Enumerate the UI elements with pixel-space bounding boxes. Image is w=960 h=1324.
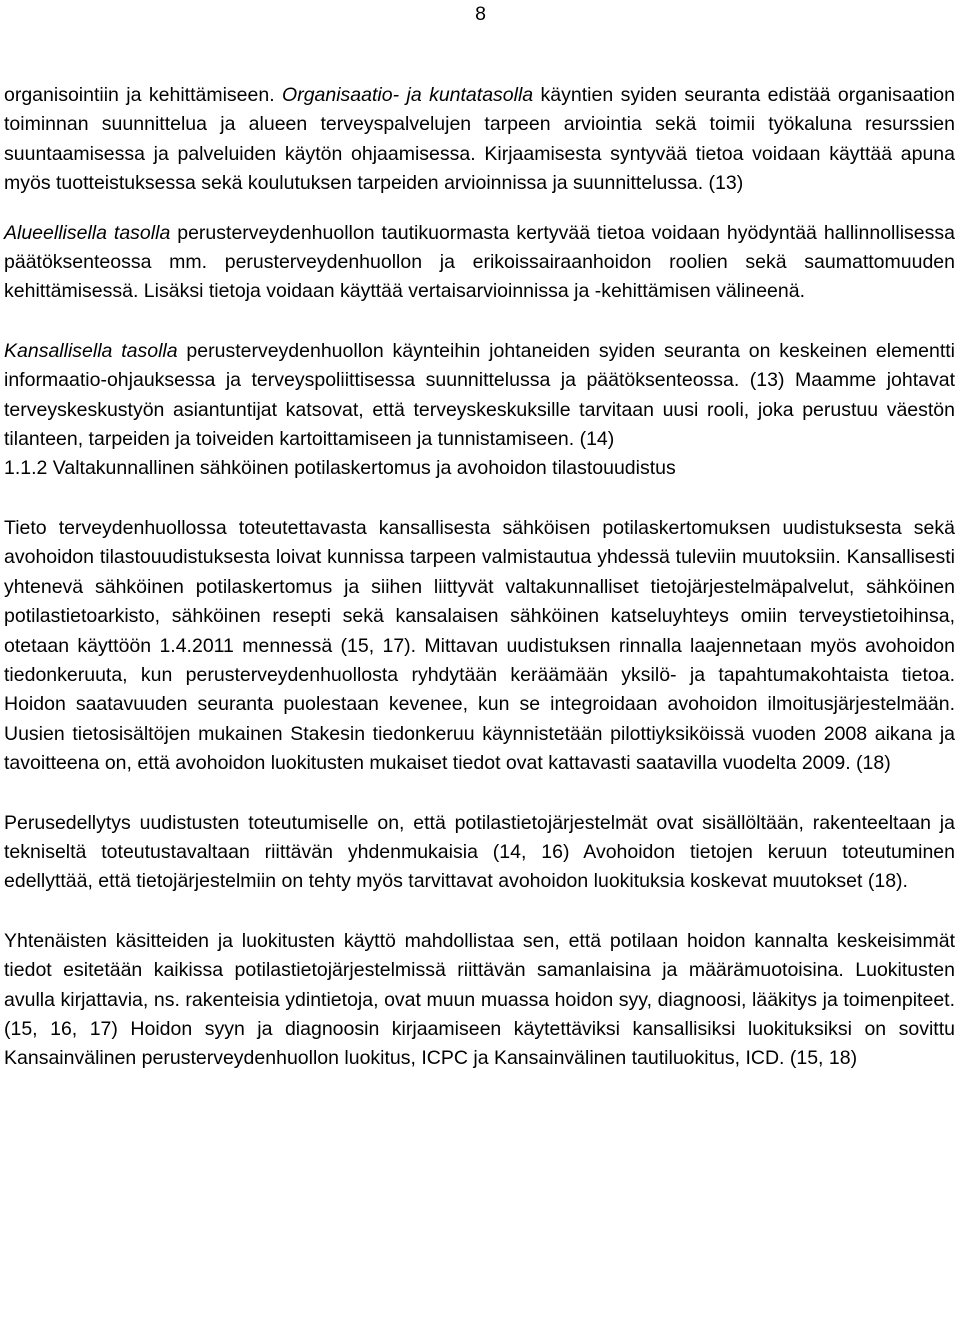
page-number: 8	[475, 3, 486, 25]
paragraph-national-level	[4, 337, 955, 455]
paragraph-regional-level	[4, 219, 955, 307]
paragraph-text: organisointiin ja kehittämiseen.	[4, 84, 283, 106]
italic-term: Kansallisella tasolla	[4, 339, 178, 362]
paragraph-organisation-level	[4, 81, 955, 199]
document-body	[4, 81, 955, 1074]
paragraph-text: perusterveydenhuollon käynteihin johtaneiden syiden seuranta on keskeinen elementti informaatio-ohjauksessa ja terveyspoliittisessa suunnittelussa ja päätöksenteossa. (13) Maamme johtavat terveyskeskustyön asiantuntijat katsovat, että terveyskeskuksille tarvitaan uusi rooli, joka perustuu väestön tilanteen, tarpeiden ja toiveiden kartoittamiseen ja tunnistamiseen. (14)	[4, 339, 955, 451]
section-heading: 1.1.2 Valtakunnallinen sähköinen potilaskertomus ja avohoidon tilastouudistus	[4, 457, 676, 480]
paragraph-classifications: Yhtenäisten käsitteiden ja luokitusten käyttö mahdollistaa sen, että potilaan hoidon kannalta keskeisimmät tiedot esitetään kaikissa potilastietojärjestelmissä riittävän samanlaisina ja määrämuotoisina. Luokitusten avulla kirjattavia, ns. rakenteisia ydintietoja, ovat muun muassa hoidon syy, diagnoosi, lääkitys ja toimenpiteet. (15, 16, 17) Hoidon syyn ja diagnoosin kirjaamiseen käytettäviksi kansallisiksi luokituksiksi on sovittu Kansainvälinen perusterveydenhuollon luokitus, ICPC ja Kansainvälinen tautiluokitus, ICD. (15, 18)	[4, 929, 955, 1070]
paragraph-text: käyntien syiden seuranta edistää organisaation toiminnan suunnittelua ja alueen terveyspalvelujen tarpeen arviointia sekä toimii työkaluna resurssien suuntaamisessa ja palveluiden käytön ohjaamisessa. Kirjaamisesta syntyvää tietoa voidaan käyttää apuna myös tuotteistuksessa sekä koulutuksen tarpeiden arvioinnissa ja suunnittelussa. (13)	[4, 84, 955, 195]
paragraph-prerequisites: Perusedellytys uudistusten toteutumiselle on, että potilastietojärjestelmät ovat sisällöltään, rakenteeltaan ja tekniseltä toteutustavaltaan riittävän yhdenmukaisia (14, 16) Avohoidon tietojen keruun toteutuminen edellyttää, että tietojärjestelmiin on tehty myös tarvittavat avohoidon luokituksia koskevat muutokset (18).	[4, 811, 955, 893]
paragraph-reform: Tieto terveydenhuollossa toteutettavasta kansallisesta sähköisen potilaskertomuksen uudistuksesta sekä avohoidon tilastouudistuksesta loivat kunnissa tarpeen valmistautua yhdessä tuleviin muutoksiin. Kansallisesti yhtenevä sähköinen potilaskertomus ja siihen liittyvät valtakunnalliset tietojärjestelmäpalvelut, sähköinen potilastietoarkisto, sähköinen resepti sekä kansalaisen sähköinen katseluyhteys omiin terveystietoihinsa, otetaan käyttöön 1.4.2011 mennessä (15, 17). Mittavan uudistuksen rinnalla laajennetaan myös avohoidon tiedonkeruuta, kun perusterveydenhuollosta ryhdytään keräämään yksilö- ja tapahtumakohtaista tietoa. Hoidon saatavuuden seuranta puolestaan kevenee, kun se integroidaan avohoidon ilmoitusjärjestelmään. Uusien tietosisältöjen mukainen Stakesin tiedonkeruu käynnistetään pilottiyksiköissä vuoden 2008 aikana ja tavoitteena on, että avohoidon luokitusten mukaiset tiedot ovat kattavasti saatavilla vuodelta 2009. (18)	[4, 516, 955, 775]
italic-term: Organisaatio- ja kuntatasolla	[282, 84, 534, 106]
italic-term: Alueellisella tasolla	[4, 221, 171, 244]
paragraph-text: perusterveydenhuollon tautikuormasta kertyvää tietoa voidaan hyödyntää hallinnollisessa päätöksenteossa mm. perusterveydenhuollon ja erikoissairaanhoidon roolien sekä saumattomuuden kehittämisessä. Lisäksi tietoja voidaan käyttää vertaisarvioinnissa ja -kehittämisen välineenä.	[4, 221, 955, 303]
